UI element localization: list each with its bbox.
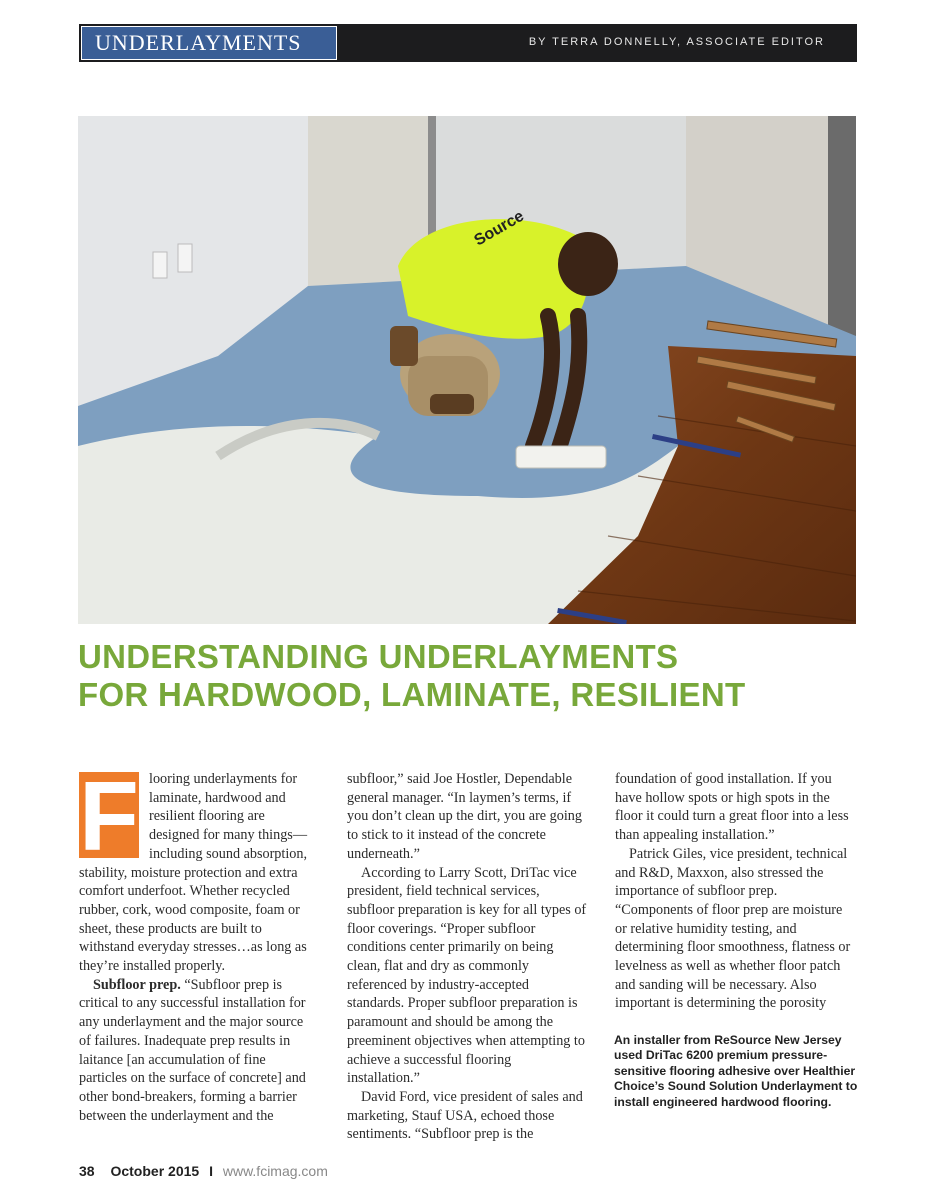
headline-line-1: UNDERSTANDING UNDERLAYMENTS [78, 638, 679, 675]
headline-line-2: FOR HARDWOOD, LAMINATE, RESILIENT [78, 676, 746, 713]
column-2-paragraph-1: subfloor,” said Joe Hostler, Dependable general manager. “In laymen’s terms, if you don’t clean up the dirt, you are going to stick to it instead of the concrete underneath.” [347, 771, 582, 862]
article-column-1 [79, 761, 312, 1125]
subfloor-prep-text: “Subfloor prep is critical to any successful installation for any underlayment and the major source of failures. Inadequate prep results in laitance [an accumulation of fine particles on the surface of concrete] and other bond-breakers, forming a barrier between the underlayment and the [79, 976, 306, 1124]
page-number: 38 [79, 1163, 95, 1179]
column-3-paragraph-1: foundation of good installation. If you have hollow spots or high spots in the floor it could turn a great floor into a less than appealing installation.” [615, 771, 849, 844]
article-headline [78, 638, 858, 714]
shirt-logo: Source [471, 207, 527, 250]
installer-photo-illustration [78, 116, 856, 624]
section-label: UNDERLAYMENTS [95, 30, 302, 55]
footer-separator: I [209, 1163, 213, 1179]
article-column-2 [347, 770, 587, 1144]
subfloor-prep-paragraph [79, 976, 312, 1126]
photo-caption: An installer from ReSource New Jersey used DriTac 6200 premium pressure-sensitive flooring adhesive over Healthier Choice’s Sound Solution Underlayment to install engineered hardwood flooring. [614, 1033, 858, 1109]
drop-cap [79, 761, 139, 871]
footer-url: www.fcimag.com [222, 1163, 328, 1179]
column-2-paragraph-2: According to Larry Scott, DriTac vice president, field technical services, subfloor preparation is key for all types of floor coverings. “Proper subfloor conditions center primarily on being clean, flat and dry as commonly referenced by industry-accepted standards. Proper subfloor preparation is paramount and should be among the preeminent objectives when attempting to achieve a successful flooring installation.” [347, 864, 587, 1087]
byline: BY TERRA DONNELLY, ASSOCIATE EDITOR [528, 36, 825, 48]
page-footer [79, 1163, 328, 1179]
column-2-paragraph-3: David Ford, vice president of sales and marketing, Stauf USA, echoed those sentiments. “Subfloor prep is the [347, 1088, 583, 1143]
issue-date: October 2015 [110, 1163, 200, 1179]
subhead-subfloor-prep: Subfloor prep. [93, 976, 181, 993]
article-photo [78, 116, 856, 624]
drop-cap-letter: F [79, 761, 139, 871]
article-column-3 [615, 770, 855, 1013]
column-3-paragraph-2: Patrick Giles, vice president, technical and R&D, Maxxon, also stressed the importance of subfloor prep. “Components of floor prep are moisture or relative humidity testing, and determining floor smoothness, flatness or levelness as well as whether floor patch and sanding will be necessary. Also important is determining the porosity [615, 845, 851, 1012]
lead-paragraph: looring underlayments for laminate, hardwood and resilient flooring are designed for many things—including sound absorption, stability, moisture protection and extra comfort underfoot. Whether recycled rubber, cork, wood composite, foam or sheet, these products are built to withstand everyday stresses…as long as they’re installed properly. [79, 771, 308, 975]
